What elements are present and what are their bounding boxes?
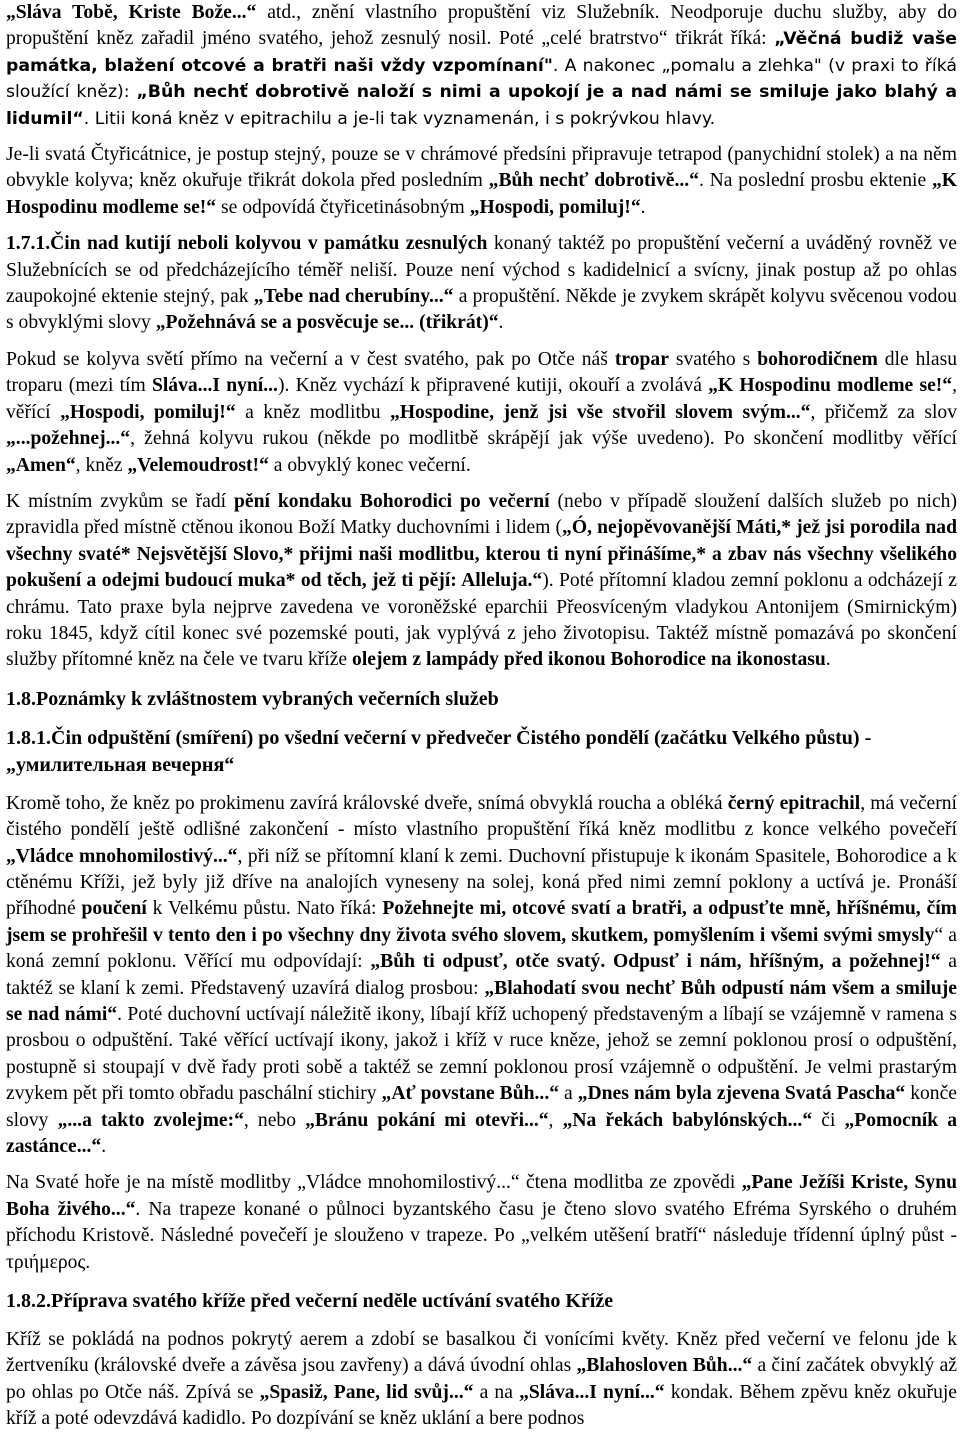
bold-text: „Hospodi, pomiluj!“	[469, 196, 641, 218]
bold-text: „Bůh ti odpusť, otče svatý. Odpusť i nám, hříšným, a požehnej!“	[370, 951, 941, 973]
bold-text: „Bůh nechť dobrotivě...“	[488, 170, 699, 192]
bold-text: „Požehnává se a posvěcuje se... (třikrát)“	[155, 312, 499, 334]
bold-text: „...požehnej...“	[6, 428, 131, 450]
document-body	[6, 0, 957, 1433]
paragraph	[6, 142, 957, 221]
bold-text: „Hospodine, jenž jsi vše stvořil slovem svým...“	[390, 401, 811, 423]
paragraph	[6, 1327, 957, 1433]
text: , při níž se přítomní klaní k zemi. Duchovní přistupuje k ikonám Spasitele, Bohorodice a k ctěnému Kříži, jež byly již dříve na analojích vyneseny na solej, koná před nimi zemní poklony a uctívá je. Pronáší příhodné	[6, 845, 957, 920]
bold-text: „Pomocník a zastánce...“	[6, 1109, 958, 1158]
text: a činí začátek obvyklý až po ohlas po Otče náš. Zpívá se	[6, 1355, 957, 1403]
text: .	[825, 649, 831, 671]
text: a obvyklý konec večerní.	[268, 454, 471, 476]
text: Je-li svatá Čtyřicátnice, je postup stejný, pouze se v chrámové předsíni připravuje tetrapod (panychidní stolek) a na něm obvykle kolyva; kněz okuřuje třikrát dokola před posledním	[6, 144, 957, 192]
text: konče slovy	[6, 1083, 958, 1131]
bold-text: bohorodičnem	[757, 348, 878, 370]
bold-text: olejem z lampády před ikonou Bohorodice na ikonostasu	[352, 649, 826, 671]
bold-text: poučení	[81, 898, 147, 920]
text: ,	[548, 1109, 563, 1131]
text: .	[101, 1136, 107, 1158]
bold-text: „Blahosloven Bůh...“	[576, 1355, 753, 1377]
bold-text: „Amen“	[6, 454, 76, 476]
paragraph	[6, 347, 957, 479]
bold-text: „Sláva Tobě, Kriste Bože...“	[6, 2, 257, 23]
text: . A nakonec „pomalu a zlehka" (v praxi to říká sloužící kněz):	[6, 55, 957, 103]
bold-text: „K Hospodinu modleme se!“	[6, 170, 957, 218]
text: , žehná kolyvu rukou (někde po modlitbě skrápějí jak výše uvedeno). Po skončení modlitby věřící	[130, 428, 957, 450]
text: . Litii koná kněz v epitrachilu a je-li tak vyznamenán, i s pokrývkou hlavy.	[83, 108, 716, 129]
text: “ a koná zemní poklonu. Věřící mu odpovídají:	[6, 924, 957, 973]
bold-text: 1.8.2.Příprava svatého kříže před večerní neděle uctívání svatého Kříže	[6, 1290, 614, 1313]
text: .	[640, 196, 646, 218]
section-heading	[6, 686, 957, 713]
section-heading	[6, 1288, 957, 1315]
bold-text: Sláva...I nyní...	[151, 375, 278, 397]
text: , má večerní čistého pondělí ještě odlišné zakončení - místo vlastního propuštění říká kněz modlitbu z konce velkého povečeří	[6, 792, 957, 841]
text: a propuštění. Někde je zvykem skrápět kolyvu svěcenou vodou s obvyklými slovy	[6, 286, 957, 334]
bold-text: černý epitrachil	[727, 792, 861, 814]
bold-text: „Na řekách babylónských...“	[562, 1109, 813, 1131]
text: . Na poslední prosbu ektenie	[698, 170, 932, 192]
text: Kromě toho, že kněz po prokimenu zavírá královské dveře, snímá obvyklá roucha a obléká	[6, 792, 728, 814]
bold-text: „Pane Ježíši Kriste, Synu Boha živého...“	[6, 1172, 957, 1220]
text: (nebo v případě sloužení dalších služeb po nich) zpravidla před místně ctěnou ikonou Boží Matky duchovními i lidem (	[6, 490, 957, 539]
bold-text: 1.7.1.Čin nad kutijí neboli kolyvou v památku zesnulých	[6, 233, 488, 255]
bold-text: tropar	[614, 348, 669, 370]
bold-text: „Bránu pokání mi otevři...“	[305, 1109, 549, 1131]
text: ). Poté přítomní kladou zemní poklonu a odcházejí z chrámu. Tato praxe byla nejprve zavedena ve voroněžské eparchii Přeosvíceným vladykou Antonijem (Smirnickým) roku 1845, když cítil konec své pozemské pouti, jak vyplývá z jeho životopisu. Taktéž místně pomazává po skončení služby přítomné kněz na čele ve tvaru kříže	[6, 570, 957, 671]
bold-text: „Spasiž, Pane, lid svůj...“	[259, 1381, 474, 1403]
paragraph	[6, 0, 957, 132]
text: a na	[473, 1381, 520, 1403]
text: ). Kněz vychází k připravené kutiji, okouří a zvolává	[277, 375, 709, 397]
bold-text: „Hospodi, pomiluj!“	[60, 401, 236, 423]
bold-text: „K Hospodinu modleme se!“	[708, 375, 953, 397]
bold-text: „Velemoudrost!“	[127, 454, 269, 476]
text: . Na trapeze konané o půlnoci byzantského času je čteno slovo svatého Efréma Syrského o druhém příchodu Kristově. Následné povečeří je slouženo v trapeze. Po „velkém utěšení bratří“ následuje třídenní úplný půst - τριήμερος.	[6, 1198, 958, 1273]
text: se odpovídá čtyřicetinásobným	[216, 196, 470, 218]
text: Kříž se pokládá na podnos pokrytý aerem a zdobí se basalkou či vonícími květy. Kněz před večerní ve felonu jde k žertveníku (královské dveře a závěsa jsou zavřeny) a dává úvodní ohlas	[6, 1329, 957, 1377]
bold-text: „Tebe nad cherubíny...“	[253, 286, 454, 308]
text: a	[559, 1083, 578, 1105]
text: či	[812, 1109, 845, 1131]
text: a kněz modlitbu	[235, 401, 391, 423]
text: , nebo	[243, 1109, 306, 1131]
bold-text: „Dnes nám byla zjevena Svatá Pascha“	[577, 1083, 906, 1105]
bold-text: „Bůh nechť dobrotivě naloží s nimi a upokojí je a nad námi se smiluje jako blahý a lidumil“	[6, 82, 957, 129]
text: svatého s	[668, 348, 758, 370]
bold-text: „Blahodatí svou nechť Bůh odpustí nám všem a smiluje se nad námi“	[6, 977, 957, 1025]
bold-text: Požehnejte mi, otcové svatí a bratři, a odpusťte mně, hříšnému, čím jsem se prohřešil v tento den i po všechny dny života svého slovem, skutkem, pomyšlením i všemi svými smysly	[6, 898, 957, 946]
text: kondak. Během zpěvu kněz okuřuje kříž a poté odevzdává kadidlo. Po dozpívání se kněz uklání a bere podnos	[6, 1381, 958, 1430]
bold-text: 1.8.1.Čin odpuštění (smíření) po všední večerní v předvečer Čistého pondělí (začátku Velkého půstu) - „умилительная вечерня“	[6, 726, 872, 776]
text: dle hlasu troparu (mezi tím	[6, 348, 957, 397]
bold-text: „Sláva...I nyní...“	[519, 1381, 665, 1403]
bold-text: „Ó, nejopěvovanější Máti,* jež jsi porodila nad všechny svaté* Nejsvětější Slovo,* přijmi naši modlitbu, kterou ti nyní přinášíme,* a zbav nás všechny všelikého pokušení a odejmi budoucí muka* od těch, jež ti pějí: Alleluja.“	[6, 517, 957, 592]
text: , věřící	[6, 375, 958, 423]
bold-text: „...a takto zvolejme:“	[57, 1109, 244, 1131]
paragraph	[6, 1170, 957, 1276]
bold-text: 1.8.Poznámky k zvláštnostem vybraných večerních služeb	[6, 687, 499, 710]
text: a taktéž se klaní k zemi. Představený uzavírá dialog prosbou:	[6, 951, 957, 999]
text: .	[498, 312, 504, 334]
paragraph	[6, 231, 957, 337]
paragraph	[6, 489, 957, 674]
bold-text: „Ať povstane Bůh...“	[381, 1083, 560, 1105]
section-heading	[6, 725, 957, 779]
text: K místním zvykům se řadí	[6, 490, 234, 512]
text: Pokud se kolyva světí přímo na večerní a v čest svatého, pak po Otče náš	[6, 348, 615, 370]
text: Na Svaté hoře je na místě modlitby „Vládce mnohomilostivý...“ čtena modlitba ze zpovědi	[6, 1172, 742, 1194]
text: konaný taktéž po propuštění večerní a uváděný rovněž ve Služebnících se od předcházejícího téměř neliší. Pouze není východ s kadidelnicí a svícny, jinak postup až po ohlas zaupokojné ektenie stejný, pak	[6, 233, 957, 308]
bold-text: „Vládce mnohomilostivý...“	[6, 845, 238, 867]
text: atd., znění vlastního propuštění viz Služebník. Neodporuje duchu služby, aby do propuštění kněz zařadil jméno svatého, jehož zesnulý nosil. Poté „celé bratrstvo“ třikrát říká:	[6, 2, 957, 50]
bold-text: „Věčná budiž vaše památka, blažení otcové a bratři naši vždy vzpomínaní"	[6, 29, 957, 76]
text: , kněz	[75, 454, 128, 476]
bold-text: pění kondaku Bohorodici po večerní	[234, 490, 550, 512]
paragraph	[6, 791, 957, 1161]
text: . Poté duchovní uctívají náležitě ikony, líbají kříž uchopený představeným a líbají se vzájemně v ramena s prosbou o odpuštění. Také věřící uctívají ikony, jakož i kříž v ruce kněze, jehož se zemní poklonou prosí o odpuštění, postupně si stoupají v dvě řady proti sobě a taktéž se zemní poklonou prosí vzájemně o odpuštění. Je velmi prastarým zvykem pět při tomto obřadu paschální stichiry	[6, 1004, 957, 1105]
text: k Velkému půstu. Nato říká:	[146, 898, 383, 920]
text: , přičemž za slov	[810, 401, 957, 423]
